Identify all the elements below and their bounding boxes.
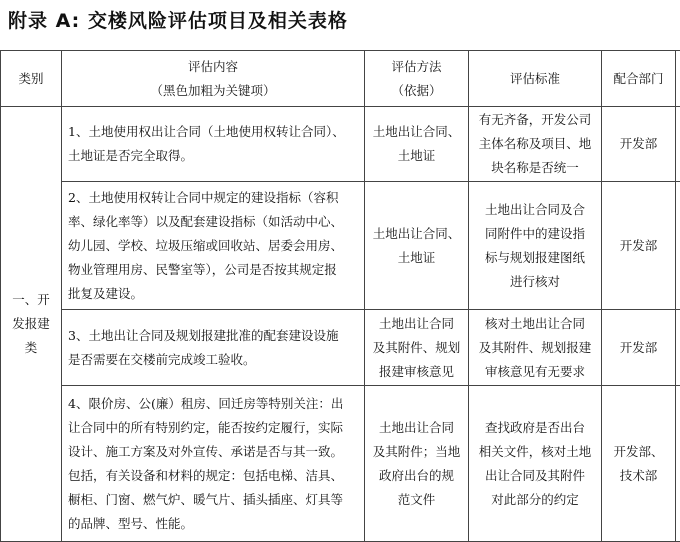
table-row (1, 386, 680, 542)
method-cell: 土地出让合同 及其附件、规划 报建审核意见 (365, 310, 469, 386)
department-cell: 开发部 (602, 310, 676, 386)
table-row (1, 107, 680, 182)
table-header-row (1, 51, 680, 107)
extra-cell (676, 310, 680, 386)
standard-cell: 有无齐备，开发公司 主体名称及项目、地 块名称是否统一 (469, 107, 602, 182)
header-extra (676, 51, 680, 107)
department-cell: 开发部 (602, 182, 676, 310)
header-standard: 评估标准 (469, 51, 602, 107)
content-cell: 2、土地使用权转让合同中规定的建设指标（容积 率、绿化率等）以及配套建设指标（如活动中心、 幼儿园、学校、垃圾压缩或回收站、居委会用房、 物业管理用房、民警室等），公司是否按其规定报 批复及建设。 (62, 182, 365, 310)
header-content: 评估内容 （黑色加粗为关键项） (62, 51, 365, 107)
risk-assessment-table (0, 50, 680, 542)
page-title: 附录 A: 交楼风险评估项目及相关表格 (8, 10, 348, 32)
method-cell: 土地出让合同、 土地证 (365, 182, 469, 310)
content-cell: 1、土地使用权出让合同（土地使用权转让合同）、 土地证是否完全取得。 (62, 107, 365, 182)
department-cell: 开发部、 技术部 (602, 386, 676, 542)
extra-cell (676, 182, 680, 310)
category-cell: 一、开 发报建 类 (1, 107, 62, 542)
standard-cell: 土地出让合同及合 同附件中的建设指 标与规划报建图纸 进行核对 (469, 182, 602, 310)
standard-cell: 核对土地出让合同 及其附件、规划报建 审核意见有无要求 (469, 310, 602, 386)
extra-cell (676, 107, 680, 182)
table-row (1, 310, 680, 386)
content-cell: 3、土地出让合同及规划报建批准的配套建设设施 是否需要在交楼前完成竣工验收。 (62, 310, 365, 386)
extra-cell (676, 386, 680, 542)
department-cell: 开发部 (602, 107, 676, 182)
method-cell: 土地出让合同、 土地证 (365, 107, 469, 182)
method-cell: 土地出让合同 及其附件；当地 政府出台的规 范文件 (365, 386, 469, 542)
standard-cell: 查找政府是否出台 相关文件，核对土地 出让合同及其附件 对此部分的约定 (469, 386, 602, 542)
header-category: 类别 (1, 51, 62, 107)
content-cell: 4、限价房、公(廉）租房、回迁房等特别关注：出 让合同中的所有特别约定，能否按约定履行，实际 设计、施工方案及对外宣传、承诺是否与其一致。 包括，有关设备和材料的规定：包括电梯、洁具、 橱柜、门窗、燃气炉、暖气片、插头插座、灯具等 的品牌、型号、性能。 (62, 386, 365, 542)
table-row (1, 182, 680, 310)
header-method: 评估方法 （依据） (365, 51, 469, 107)
header-department: 配合部门 (602, 51, 676, 107)
